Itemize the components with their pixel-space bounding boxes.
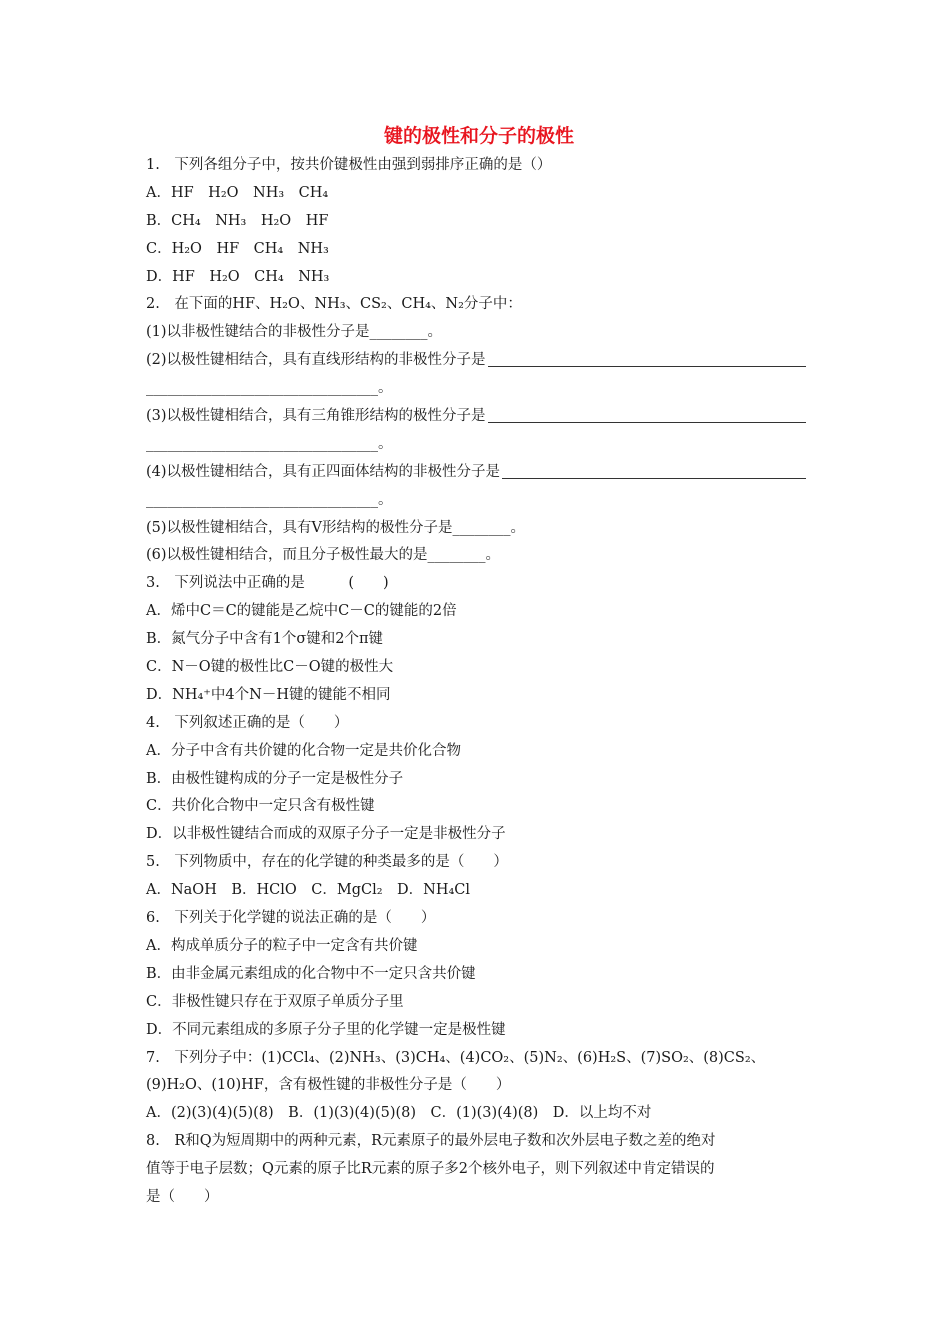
- q2-stem: 2. 在下面的HF、H₂O、NH₃、CS₂、CH₄、N₂分子中：: [146, 296, 522, 313]
- q8-stem-continued: 值等于电子层数；Q元素的原子比R元素的原子多2个核外电子，则下列叙述中肯定错误的: [146, 1161, 715, 1178]
- page-title: 键的极性和分子的极性: [383, 125, 574, 147]
- q2-part-6: (6)以极性键相结合，而且分子极性最大的是________。: [146, 547, 501, 564]
- q6-option-b: B．由非金属元素组成的化合物中不一定只含共价键: [146, 965, 476, 982]
- q1-option-d: D．HF H₂O CH₄ NH₃: [146, 268, 330, 285]
- q2-part-3: [146, 403, 806, 431]
- q1-option-b: B．CH₄ NH₃ H₂O HF: [146, 212, 329, 229]
- q7-options: A．(2)(3)(4)(5)(8) B．(1)(3)(4)(5)(8) C．(1)(3)(4)(8) D．以上均不对: [146, 1105, 652, 1122]
- q2-part-4: [146, 459, 806, 487]
- q1-option-c: C．H₂O HF CH₄ NH₃: [146, 240, 329, 257]
- q6-option-a: A．构成单质分子的粒子中一定含有共价键: [146, 937, 418, 954]
- q3-option-a: A．烯中C＝C的键能是乙烷中C－C的键能的2倍: [146, 603, 457, 620]
- q8-stem: 8. R和Q为短周期中的两种元素，R元素原子的最外层电子数和次外层电子数之差的绝对: [146, 1133, 716, 1150]
- q2-part-3-text: (3)以极性键相结合，具有三角锥形结构的极性分子是: [146, 408, 486, 425]
- answer-blank: [502, 459, 806, 479]
- q3-option-d: D．NH₄⁺中4个N－H键的键能不相同: [146, 686, 391, 703]
- answer-blank: [488, 347, 806, 367]
- q5-options: A．NaOH B．HClO C．MgCl₂ D．NH₄Cl: [146, 882, 471, 899]
- q3-option-b: B．氮气分子中含有1个σ键和2个π键: [146, 631, 384, 648]
- q2-part-5: (5)以极性键相结合，具有V形结构的极性分子是________。: [146, 519, 526, 536]
- q3-stem: 3. 下列说法中正确的是 ( ): [146, 575, 389, 592]
- q1-option-a: A．HF H₂O NH₃ CH₄: [146, 184, 329, 201]
- q2-part-1: (1)以非极性键结合的非极性分子是________。: [146, 324, 443, 341]
- q1-stem: 1. 下列各组分子中，按共价键极性由强到弱排序正确的是（）: [146, 157, 552, 173]
- q4-option-b: B．由极性键构成的分子一定是极性分子: [146, 770, 404, 787]
- q5-stem: 5. 下列物质中，存在的化学键的种类最多的是（ ）: [146, 854, 508, 871]
- q2-part-2: [146, 347, 806, 375]
- q7-stem-continued: (9)H₂O、(10)HF，含有极性键的非极性分子是（ ）: [146, 1077, 511, 1094]
- q6-option-c: C．非极性键只存在于双原子单质分子里: [146, 993, 404, 1010]
- q6-option-d: D．不同元素组成的多原子分子里的化学键一定是极性键: [146, 1021, 506, 1038]
- q3-option-c: C．N－O键的极性比C－O键的极性大: [146, 659, 394, 676]
- q4-stem: 4. 下列叙述正确的是（ ）: [146, 714, 349, 731]
- q2-part-4-continued: ________________________________。: [146, 491, 393, 508]
- q2-part-4-text: (4)以极性键相结合，具有正四面体结构的非极性分子是: [146, 463, 501, 480]
- q4-option-c: C．共价化合物中一定只含有极性键: [146, 798, 375, 815]
- q2-part-2-text: (2)以极性键相结合，具有直线形结构的非极性分子是: [146, 352, 486, 369]
- q7-stem: 7. 下列分子中：(1)CCl₄、(2)NH₃、(3)CH₄、(4)CO₂、(5)N₂、(6)H₂S、(7)SO₂、(8)CS₂、: [146, 1049, 766, 1066]
- q4-option-d: D．以非极性键结合而成的双原子分子一定是非极性分子: [146, 826, 506, 843]
- q2-part-2-continued: ________________________________。: [146, 380, 393, 397]
- q4-option-a: A．分子中含有共价键的化合物一定是共价化合物: [146, 742, 461, 759]
- q6-stem: 6. 下列关于化学键的说法正确的是（ ）: [146, 910, 436, 927]
- answer-blank: [488, 403, 806, 423]
- q2-part-3-continued: ________________________________。: [146, 435, 393, 452]
- q8-stem-end: 是（ ）: [146, 1188, 219, 1205]
